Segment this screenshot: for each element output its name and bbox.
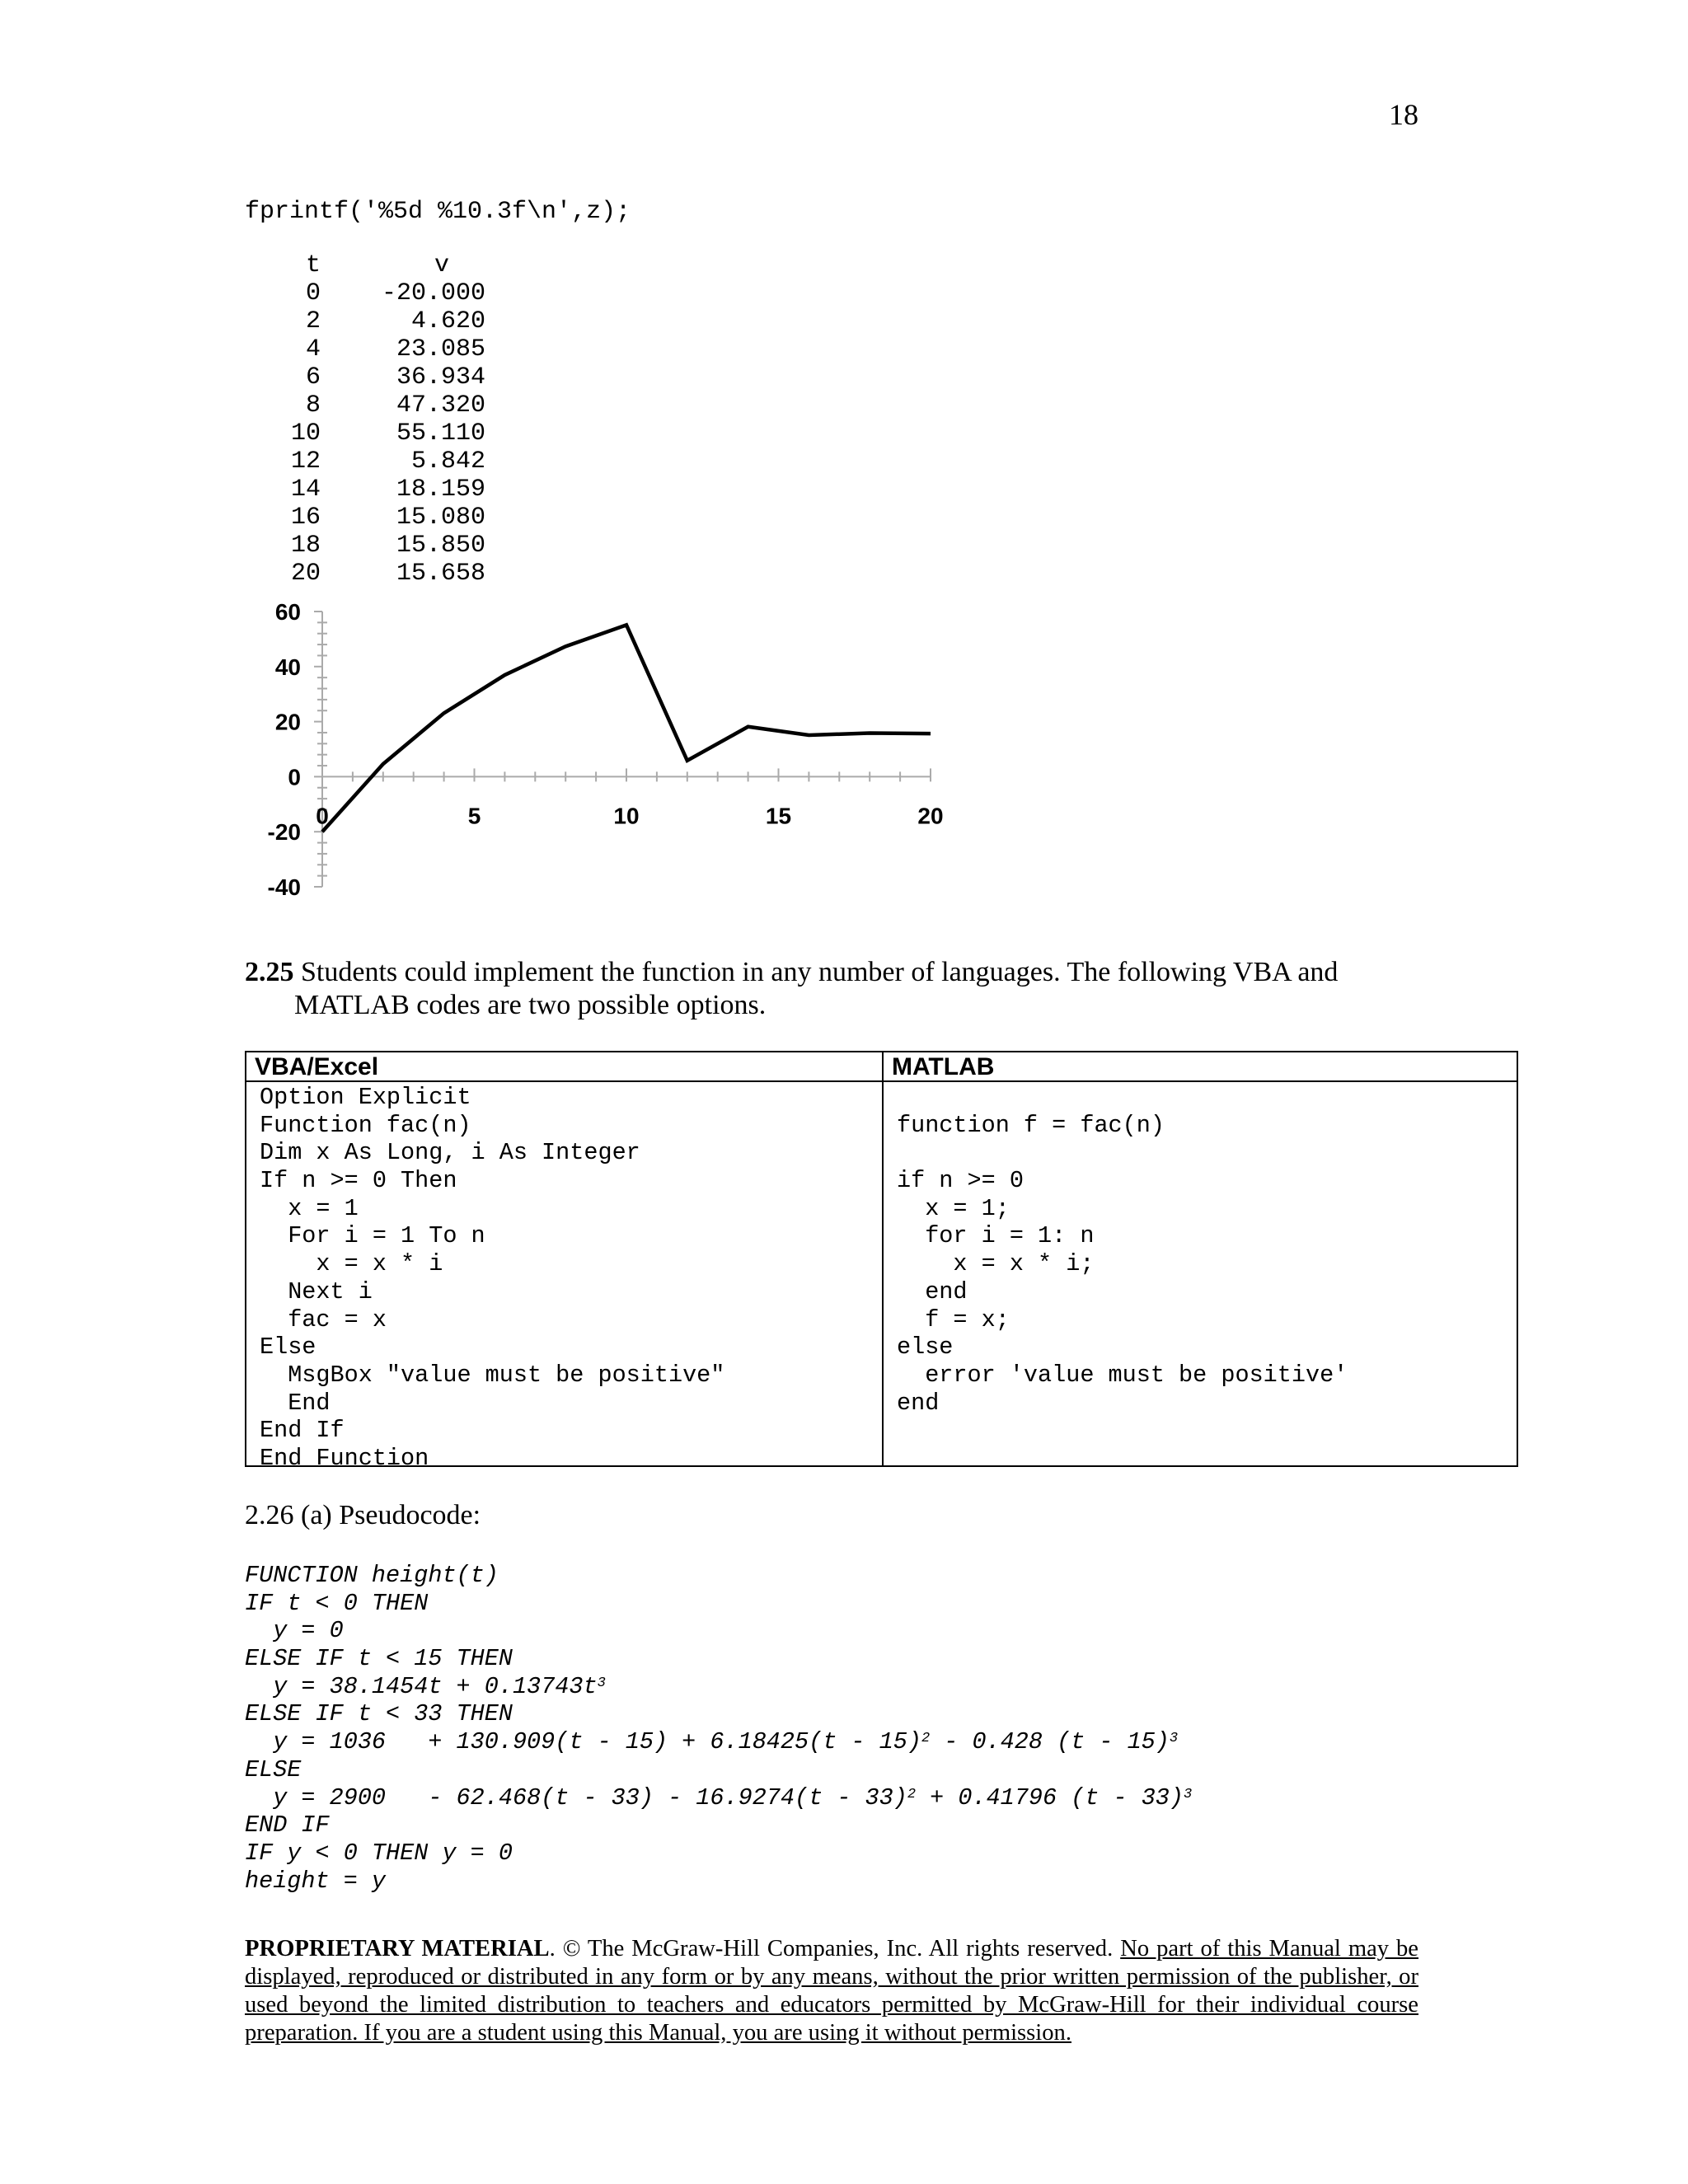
fprintf-code-line: fprintf('%5d %10.3f\n',z); (245, 198, 631, 226)
output-row (260, 279, 485, 307)
output-table-header (260, 251, 485, 279)
matlab-code-line: end (897, 1277, 968, 1305)
x-tick-label: 20 (917, 803, 944, 829)
vba-code-line: Dim x As Long, i As Integer (260, 1139, 640, 1167)
page-number: 18 (1389, 98, 1418, 131)
vba-code-line: Next i (260, 1277, 373, 1305)
matlab-code-line: error 'value must be positive' (897, 1361, 1348, 1389)
matlab-code-line: x = x * i; (897, 1250, 1095, 1278)
output-row (260, 419, 485, 448)
cell-t: 14 (290, 476, 321, 504)
cell-v: 4.620 (410, 307, 485, 335)
chart-axes (314, 612, 931, 887)
y-tick-label: -40 (267, 874, 301, 900)
vba-code-line: If n >= 0 Then (260, 1167, 457, 1195)
footer-plain: . © The McGraw-Hill Companies, Inc. All rights reserved. (549, 1936, 1121, 1961)
cell-v: 5.842 (410, 448, 485, 476)
cell-v: 15.850 (396, 532, 485, 560)
pseudocode-text: + 0.41796 (t - 33) (916, 1783, 1184, 1811)
pseudocode-line: END IF (245, 1811, 330, 1840)
velocity-line-chart (247, 593, 989, 923)
cell-t: 18 (290, 532, 321, 560)
exponent: 3 (597, 1675, 606, 1691)
matlab-code-line: function f = fac(n) (897, 1111, 1165, 1139)
output-row (260, 363, 485, 391)
exponent: 2 (907, 1786, 917, 1802)
matlab-code-line: else (897, 1333, 954, 1361)
header-v: v (434, 251, 449, 279)
cell-v: 18.159 (396, 476, 485, 504)
matlab-code-line (897, 1139, 1348, 1167)
cell-v: -20.000 (381, 279, 485, 307)
output-row (260, 307, 485, 335)
vba-code-line: Option Explicit (260, 1084, 471, 1111)
vba-code-line: MsgBox "value must be positive" (260, 1361, 725, 1389)
vba-code-line: Function fac(n) (260, 1111, 471, 1139)
cell-t: 10 (290, 419, 321, 448)
cell-t: 4 (305, 335, 321, 363)
output-row (260, 532, 485, 560)
matlab-code-line: end (897, 1389, 940, 1417)
pseudocode-line (245, 1673, 1192, 1701)
chart-tick-labels (268, 599, 944, 900)
vba-code-line: End (260, 1389, 331, 1417)
pseudocode-text: - 0.428 (t - 15) (930, 1728, 1170, 1756)
output-row (260, 476, 485, 504)
x-tick-label: 15 (765, 803, 792, 829)
footer-underlined: No part of this Manual may be displayed, reproduced or distributed in any form or by any means, without the prior written permission of the publisher, or used beyond the limited distribution to teachers and educators permitted by McGraw-Hill for their individual course preparation. If you are a student using this Manual, you are using it without permission. (245, 1936, 1418, 2046)
problem-number: 2.25 (245, 957, 294, 987)
pseudocode-line: ELSE IF t < 33 THEN (245, 1700, 513, 1728)
cell-t: 12 (290, 448, 321, 476)
matlab-code-line: for i = 1: n (897, 1222, 1095, 1250)
pseudocode-line: height = y (245, 1867, 387, 1895)
y-tick-label: -20 (267, 819, 301, 846)
x-tick-label: 10 (613, 803, 640, 829)
x-tick-label: 0 (316, 803, 329, 829)
cell-t: 0 (305, 279, 321, 307)
cell-t: 6 (305, 363, 321, 391)
cell-v: 23.085 (396, 335, 485, 363)
series-line (322, 625, 931, 832)
cell-t: 16 (290, 504, 321, 532)
pseudocode-text: y = 1036 + 130.909(t - 15) + 6.18425(t - 15) (245, 1728, 921, 1756)
pseudocode-block (245, 1562, 1192, 1895)
header-t: t (305, 251, 321, 279)
problem-2-26-heading: 2.26 (a) Pseudocode: (245, 1500, 481, 1530)
matlab-code (884, 1084, 1348, 1417)
exponent: 2 (921, 1731, 931, 1747)
vba-code-line: End If (260, 1417, 345, 1445)
vba-code-line: Else (260, 1333, 316, 1361)
copyright-footer (245, 1935, 1418, 2047)
pseudocode-line: ELSE IF t < 15 THEN (245, 1645, 513, 1673)
matlab-column-header: MATLAB (884, 1052, 1517, 1082)
y-tick-label: 60 (274, 599, 301, 625)
cell-v: 47.320 (396, 391, 485, 419)
exponent: 3 (1184, 1786, 1193, 1802)
cell-v: 15.658 (396, 560, 485, 588)
y-tick-label: 20 (274, 709, 301, 735)
pseudocode-text: y = 38.1454t + 0.13743t (245, 1672, 598, 1700)
y-tick-label: 40 (274, 654, 301, 680)
pseudocode-line: ELSE (245, 1755, 302, 1783)
vba-code-line: For i = 1 To n (260, 1222, 485, 1250)
pseudocode-text: y = 2900 - 62.468(t - 33) - 16.9274(t - 33) (245, 1783, 907, 1811)
cell-v: 36.934 (396, 363, 485, 391)
pseudocode-line (245, 1784, 1192, 1812)
cell-v: 15.080 (396, 504, 485, 532)
exponent: 3 (1169, 1731, 1179, 1747)
problem-text-line1: Students could implement the function in any number of languages. The following VBA and (293, 957, 1339, 987)
matlab-code-line (897, 1084, 1348, 1112)
cell-t: 2 (305, 307, 321, 335)
matlab-code-line: if n >= 0 (897, 1167, 1024, 1195)
footer-bold: PROPRIETARY MATERIAL (245, 1936, 550, 1961)
problem-text-line2: MATLAB codes are two possible options. (294, 990, 767, 1020)
cell-t: 8 (305, 391, 321, 419)
vba-code-line: End Function (260, 1444, 429, 1472)
vba-code-line: fac = x (260, 1305, 387, 1333)
x-tick-label: 5 (467, 803, 481, 829)
code-comparison-table (245, 1051, 1518, 1472)
output-table (260, 251, 485, 588)
cell-v: 55.110 (396, 419, 485, 448)
output-row (260, 335, 485, 363)
pseudocode-line: IF t < 0 THEN (245, 1589, 429, 1617)
output-row (260, 560, 485, 588)
pseudocode-line: FUNCTION height(t) (245, 1562, 499, 1589)
pseudocode-line: y = 0 (245, 1617, 344, 1645)
vba-code-line: x = 1 (260, 1194, 359, 1222)
vba-code (246, 1084, 724, 1473)
output-rows (260, 279, 485, 588)
vba-column-header: VBA/Excel (246, 1052, 882, 1082)
problem-2-25 (245, 956, 1481, 1022)
cell-t: 20 (290, 560, 321, 588)
matlab-code-line: f = x; (897, 1305, 1010, 1333)
output-row (260, 504, 485, 532)
pseudocode-line (245, 1728, 1192, 1756)
y-tick-label: 0 (288, 764, 301, 790)
vba-code-line: x = x * i (260, 1250, 443, 1278)
output-row (260, 448, 485, 476)
matlab-code-line: x = 1; (897, 1194, 1010, 1222)
output-row (260, 391, 485, 419)
pseudocode-line: IF y < 0 THEN y = 0 (245, 1839, 513, 1867)
